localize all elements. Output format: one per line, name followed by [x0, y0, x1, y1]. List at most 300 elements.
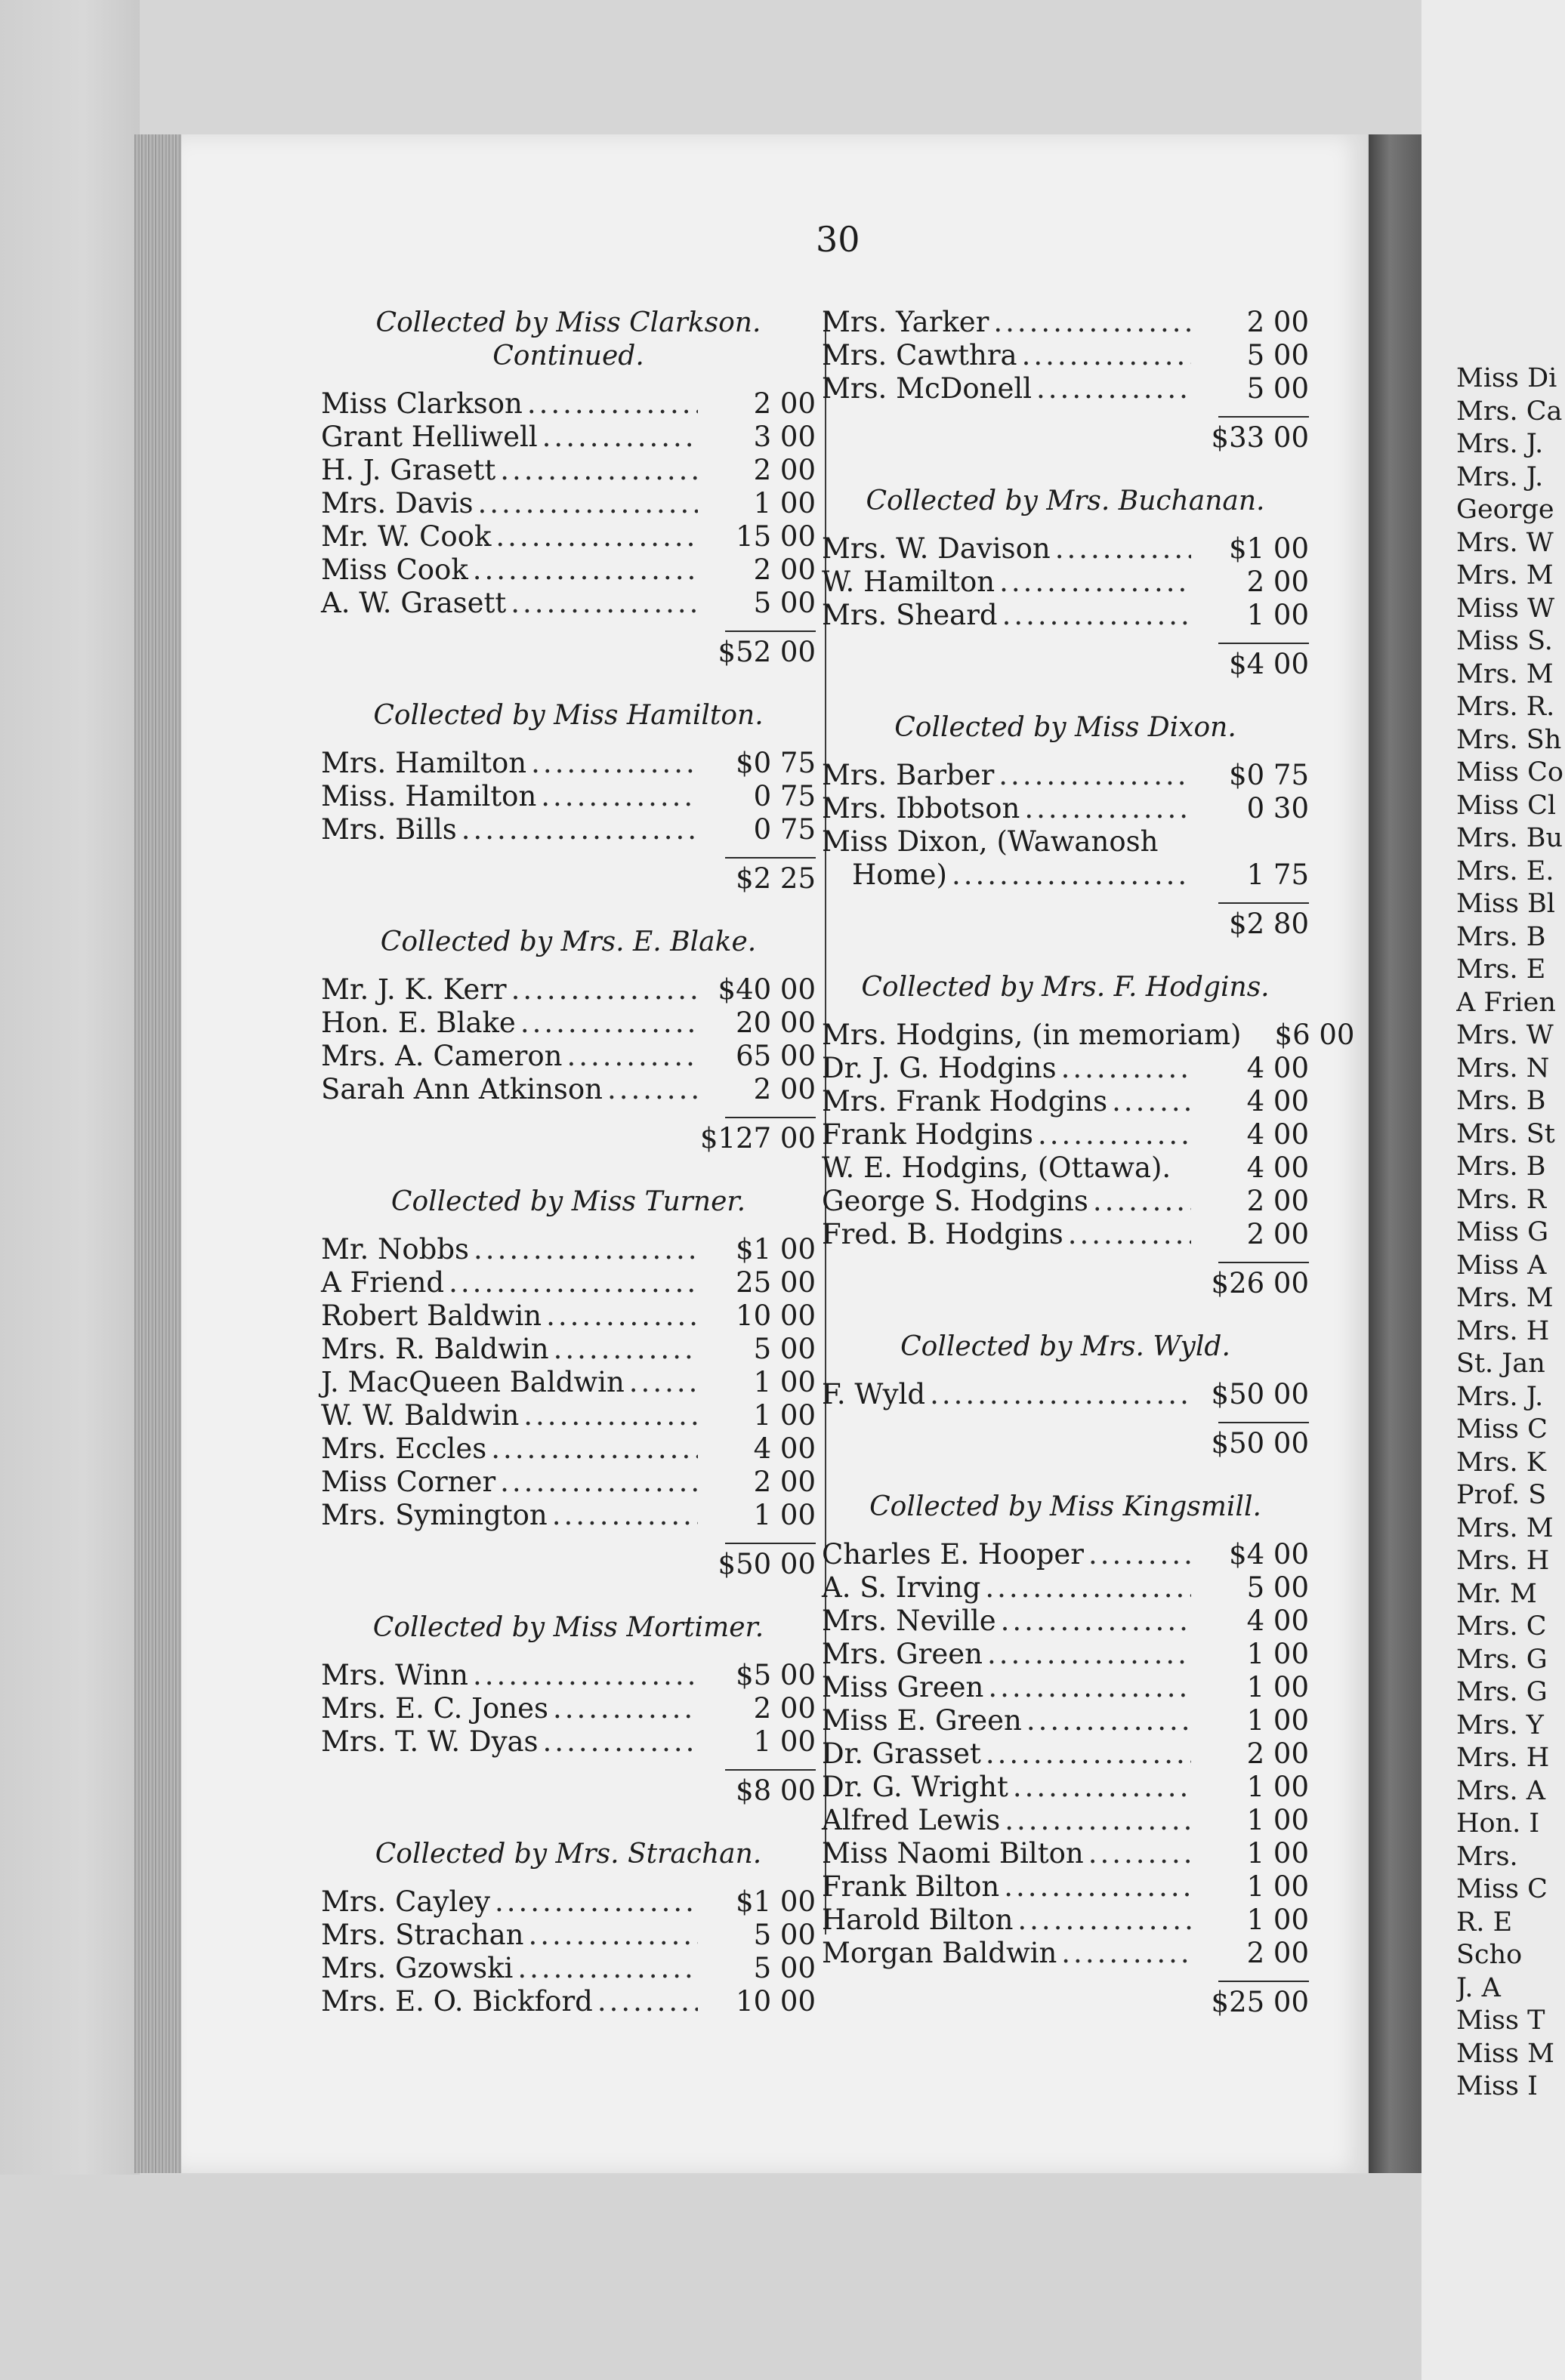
donor-name: Mrs. Hamilton [321, 747, 527, 779]
donor-name: Miss Clarkson [321, 387, 523, 420]
scan-bottom-margin [0, 2175, 1421, 2380]
donation-amount: 4 00 [1246, 1052, 1309, 1084]
collector-heading: Collected by Miss Hamilton. [373, 700, 764, 731]
donation-amount: 1 00 [753, 1399, 816, 1432]
donor-name: A. S. Irving [822, 1571, 981, 1604]
donor-row [822, 1704, 1309, 1737]
donation-amount: 1 00 [753, 487, 816, 519]
donation-amount: 1 00 [1246, 1837, 1309, 1870]
heading-spacer [822, 1524, 1309, 1538]
leader-dots [527, 387, 698, 421]
donation-amount: 0 75 [753, 780, 816, 812]
next-page-line: Mrs. St [1456, 1118, 1555, 1149]
section-spacer [321, 1811, 816, 1837]
collector-heading: Collected by Miss Clarkson. [375, 307, 761, 338]
donor-row [822, 1538, 1309, 1571]
next-page-line: St. Jan [1456, 1349, 1545, 1379]
donor-name: Mrs. Eccles [321, 1432, 487, 1465]
donor-row [822, 566, 1309, 599]
donation-amount: 2 00 [1246, 1185, 1309, 1217]
donation-amount: $6 00 [1274, 1019, 1355, 1051]
next-page-line: Mr. M [1456, 1578, 1537, 1609]
heading-spacer [822, 1005, 1309, 1019]
donor-row [822, 1605, 1309, 1638]
next-page-line: Mrs. Sh [1456, 724, 1562, 755]
leader-dots [495, 520, 698, 553]
donation-amount: 4 00 [1246, 1118, 1309, 1151]
donor-row [321, 1366, 816, 1399]
section-spacer [321, 899, 816, 925]
donor-row [321, 1919, 816, 1952]
leader-dots [999, 759, 1191, 792]
donor-name: Mrs. Ibbotson [822, 792, 1020, 825]
heading-spacer [822, 1364, 1309, 1378]
leader-dots [1002, 599, 1191, 632]
leader-dots [1013, 1771, 1191, 1804]
donation-amount: 3 00 [753, 421, 816, 453]
next-page-line: Mrs. A [1456, 1775, 1546, 1806]
donor-name: Miss. Hamilton [321, 780, 537, 812]
donor-row [321, 1299, 816, 1333]
next-page-line: Mrs. [1456, 1841, 1518, 1872]
collection-section [321, 673, 816, 899]
leader-dots [517, 1952, 698, 1985]
collector-heading: Collected by Mrs. Strachan. [375, 1839, 762, 1870]
leader-dots [1038, 1118, 1191, 1151]
leader-dots [987, 1638, 1191, 1671]
donor-row [321, 520, 816, 553]
leader-dots [1017, 1904, 1191, 1937]
donor-row [822, 1019, 1355, 1052]
leader-dots [449, 1266, 698, 1299]
donor-row [822, 859, 1309, 892]
donation-amount: 1 00 [1246, 1638, 1309, 1670]
donor-name: Mrs. Frank Hodgins [822, 1085, 1108, 1118]
donor-row [822, 339, 1309, 372]
leader-dots [566, 1040, 698, 1073]
donor-name: W. E. Hodgins, (Ottawa). [822, 1151, 1171, 1184]
heading-spacer [321, 374, 816, 387]
donor-row [321, 1499, 816, 1532]
next-page-line: Miss Co [1456, 757, 1563, 788]
leader-dots [511, 973, 698, 1007]
donation-amount: $1 00 [736, 1233, 816, 1266]
next-page-line: Mrs. K [1456, 1447, 1546, 1478]
leader-dots [543, 1725, 698, 1759]
donor-row [822, 1671, 1309, 1704]
donor-name: Mrs. E. C. Jones [321, 1692, 548, 1725]
collector-heading: Collected by Miss Kingsmill. [869, 1491, 1261, 1522]
next-page-line: Miss C [1456, 1874, 1548, 1904]
donor-name: Mrs. Hodgins, (in memoriam) [822, 1019, 1242, 1051]
next-page-line: Miss S. [1456, 626, 1553, 656]
donor-row [822, 599, 1309, 632]
donor-name: H. J. Grasett [321, 454, 496, 486]
collection-section [321, 1159, 816, 1585]
next-page-line: Miss Cl [1456, 790, 1557, 821]
leader-dots [553, 1692, 698, 1725]
next-page-line: Miss Bl [1456, 889, 1555, 919]
next-page-line: Mrs. M [1456, 560, 1554, 590]
donor-name: Mr. W. Cook [321, 520, 492, 553]
donor-name: Frank Hodgins [822, 1118, 1033, 1151]
donor-name: Miss Naomi Bilton [822, 1837, 1084, 1870]
donor-row [822, 1937, 1309, 1970]
donation-amount: 2 00 [1246, 1937, 1309, 1969]
leader-dots [1026, 1704, 1191, 1737]
donation-amount: $0 75 [1229, 759, 1309, 791]
leader-dots [1004, 1870, 1191, 1904]
section-spacer [321, 1159, 816, 1185]
donor-name: Mrs. Strachan [321, 1919, 524, 1951]
next-page-line: Mrs. J. [1456, 461, 1544, 492]
donor-name: Morgan Baldwin [822, 1937, 1057, 1969]
next-page-line: Mrs. E. [1456, 856, 1554, 886]
next-page-line: Scho [1456, 1940, 1523, 1970]
donation-amount: 1 00 [753, 1725, 816, 1758]
donor-row [822, 792, 1309, 825]
section-spacer [822, 945, 1309, 970]
leader-dots [491, 1432, 698, 1466]
next-page-line: Miss M [1456, 2038, 1554, 2069]
donor-row [321, 1985, 816, 2018]
collector-heading: Collected by Miss Mortimer. [372, 1612, 764, 1643]
donor-row [822, 1804, 1309, 1837]
heading-spacer [321, 1219, 816, 1233]
leader-dots [531, 747, 698, 780]
donation-amount: $50 00 [1211, 1378, 1309, 1410]
leader-dots [523, 1399, 698, 1432]
section-total: $52 00 [718, 636, 816, 668]
collector-heading: Collected by Mrs. E. Blake. [380, 926, 757, 957]
donor-name: Charles E. Hooper [822, 1538, 1084, 1571]
donor-row [822, 1118, 1309, 1151]
next-page-line: Miss C [1456, 1414, 1548, 1444]
donor-name: Mrs. A. Cameron [321, 1040, 563, 1072]
next-page-line: Mrs. G [1456, 1644, 1548, 1675]
donor-row [822, 825, 1309, 859]
donor-row [321, 1692, 816, 1725]
heading-spacer [321, 1645, 816, 1659]
donor-row [321, 454, 816, 487]
heading-spacer [321, 1872, 816, 1885]
donor-name: Mrs. Bills [321, 813, 457, 846]
leader-dots [554, 1333, 698, 1366]
leader-dots [1061, 1052, 1191, 1085]
donation-amount: 2 00 [1246, 566, 1309, 598]
next-page-line: George [1456, 495, 1554, 525]
leader-dots [542, 421, 698, 454]
donor-name: Miss E. Green [822, 1704, 1022, 1737]
donation-amount: 15 00 [736, 520, 816, 553]
leader-dots [1022, 339, 1191, 372]
donor-name: Mrs. Yarker [822, 306, 989, 338]
leader-dots [461, 813, 698, 846]
collection-section [822, 945, 1355, 1304]
collector-heading: Collected by Mrs. F. Hodgins. [861, 972, 1270, 1003]
donor-row [321, 973, 816, 1007]
donation-amount: 4 00 [1246, 1151, 1309, 1184]
donor-name: Mrs. Neville [822, 1605, 996, 1637]
next-page-line: Mrs. G [1456, 1677, 1548, 1707]
section-total: $25 00 [1211, 1986, 1309, 2018]
next-page-line: Mrs. H [1456, 1743, 1550, 1773]
collection-section [822, 1464, 1309, 2023]
leader-dots [597, 1985, 698, 2018]
leader-dots [1061, 1937, 1191, 1970]
donor-row [822, 1870, 1309, 1904]
section-total: $2 80 [1229, 908, 1309, 940]
next-page-text [1456, 362, 1565, 2104]
page-number: 30 [816, 219, 860, 260]
leader-dots [1036, 372, 1191, 405]
leader-dots [500, 1466, 698, 1499]
donor-name: A Friend [321, 1266, 445, 1299]
next-page-line: Hon. I [1456, 1808, 1540, 1839]
donation-amount: 4 00 [1246, 1605, 1309, 1637]
donation-amount: 20 00 [736, 1007, 816, 1039]
next-page-line: Mrs. B [1456, 1151, 1546, 1182]
next-page-line: Prof. S [1456, 1480, 1547, 1510]
donation-amount: 5 00 [753, 1952, 816, 1984]
donation-amount: 5 00 [753, 1919, 816, 1951]
donation-amount: $40 00 [718, 973, 816, 1006]
donor-row [822, 1771, 1309, 1804]
donation-amount: 2 00 [1246, 306, 1309, 338]
donor-row [822, 306, 1309, 339]
donor-name: W. W. Baldwin [321, 1399, 520, 1432]
section-spacer [822, 458, 1309, 484]
section-total: $33 00 [1211, 421, 1309, 454]
donor-name: Mrs. Cawthra [822, 339, 1017, 371]
donor-row [822, 1638, 1309, 1671]
donation-amount: 10 00 [736, 1299, 816, 1332]
book-gutter [1369, 134, 1421, 2173]
donor-row [321, 1432, 816, 1466]
donor-row [321, 813, 816, 846]
section-spacer [321, 673, 816, 698]
donation-amount: 1 00 [1246, 1904, 1309, 1936]
section-total: $8 00 [736, 1774, 816, 1807]
donor-name: George S. Hodgins [822, 1185, 1088, 1217]
leader-dots [541, 780, 698, 813]
donation-amount: 2 00 [753, 553, 816, 586]
donor-row [321, 1725, 816, 1759]
next-page-line: Mrs. B [1456, 1086, 1546, 1116]
next-page-line: Mrs. M [1456, 658, 1554, 689]
donor-name: Mrs. Cayley [321, 1885, 490, 1918]
collection-section [321, 1585, 816, 1811]
donation-amount: 2 00 [753, 454, 816, 486]
collection-section [822, 1304, 1309, 1464]
donor-row [822, 1737, 1309, 1771]
donation-amount: 4 00 [1246, 1085, 1309, 1118]
donation-amount: 2 00 [753, 1466, 816, 1498]
leader-dots [952, 859, 1191, 892]
donor-row [822, 759, 1309, 792]
donor-row [321, 1952, 816, 1985]
next-page-line: Mrs. H [1456, 1315, 1550, 1346]
donor-name: Mrs. Barber [822, 759, 995, 791]
donor-row [822, 1151, 1309, 1185]
scan-left-margin [0, 0, 140, 2380]
leader-dots [1068, 1218, 1191, 1251]
donor-row [822, 1837, 1309, 1870]
leader-dots [511, 587, 698, 620]
leader-dots [529, 1919, 699, 1952]
donation-amount: 1 75 [1246, 859, 1309, 891]
section-total: $50 00 [718, 1548, 816, 1580]
donation-amount: 5 00 [1246, 339, 1309, 371]
section-total: $127 00 [699, 1122, 816, 1155]
donor-name: W. Hamilton [822, 566, 995, 598]
donor-name: Mrs. T. W. Dyas [321, 1725, 539, 1758]
donation-amount: 0 75 [753, 813, 816, 846]
leader-dots [1088, 1538, 1191, 1571]
section-total: $26 00 [1211, 1267, 1309, 1299]
donor-name: Alfred Lewis [822, 1804, 1001, 1836]
donation-amount: 1 00 [1246, 1704, 1309, 1737]
donor-name: Miss Corner [321, 1466, 496, 1498]
donation-amount: 65 00 [736, 1040, 816, 1072]
donor-name: Mrs. Gzowski [321, 1952, 514, 1984]
section-total: $2 25 [736, 862, 816, 895]
donation-amount: 1 00 [1246, 1771, 1309, 1803]
collector-heading: Collected by Mrs. Buchanan. [866, 486, 1265, 516]
donation-amount: 25 00 [736, 1266, 816, 1299]
leader-dots [520, 1007, 698, 1040]
donor-row [321, 1233, 816, 1266]
leader-dots [1093, 1185, 1191, 1218]
donor-name: Mrs. Winn [321, 1659, 468, 1691]
donor-name: Frank Bilton [822, 1870, 1000, 1903]
donation-amount: 1 00 [753, 1499, 816, 1531]
donor-name: Harold Bilton [822, 1904, 1014, 1936]
donation-amount: 2 00 [1246, 1218, 1309, 1250]
heading-spacer [822, 519, 1309, 532]
donor-row [321, 421, 816, 454]
next-page-line: Mrs. B [1456, 921, 1546, 952]
leader-dots [474, 1233, 698, 1266]
section-spacer [321, 1585, 816, 1611]
donor-name: Dr. G. Wright [822, 1771, 1008, 1803]
donor-name: Miss Dixon, (Wawanosh [822, 825, 1159, 858]
donor-row [321, 780, 816, 813]
next-page-line: A Frien [1456, 987, 1556, 1018]
donation-amount: $0 75 [736, 747, 816, 779]
collection-section [822, 458, 1309, 685]
donation-amount: 5 00 [753, 1333, 816, 1365]
donor-name: Mrs. Davis [321, 487, 474, 519]
next-page-line: Miss G [1456, 1217, 1549, 1247]
donor-row [321, 387, 816, 421]
donor-row [822, 1378, 1309, 1411]
donation-amount: 5 00 [1246, 1571, 1309, 1604]
donor-name: Mrs. E. O. Bickford [321, 1985, 593, 2018]
donor-row [822, 1052, 1309, 1085]
donor-name: Dr. Grasset [822, 1737, 981, 1770]
left-column [321, 306, 816, 2018]
leader-dots [495, 1885, 698, 1919]
collector-heading: Collected by Miss Turner. [390, 1186, 746, 1217]
donor-name: Mrs. McDonell [822, 372, 1033, 405]
donation-amount: 1 00 [1246, 1804, 1309, 1836]
heading-spacer [321, 733, 816, 747]
next-page-line: Miss A [1456, 1250, 1547, 1281]
donor-name: Mrs. W. Davison [822, 532, 1051, 565]
next-page-line: Miss W [1456, 593, 1555, 624]
next-page-line: Mrs. C [1456, 1611, 1547, 1642]
donation-amount: 10 00 [736, 1985, 816, 2018]
right-column [822, 306, 1355, 2023]
donation-amount: 0 30 [1246, 792, 1309, 825]
heading-spacer [822, 745, 1309, 759]
next-page-line: Mrs. Ca [1456, 396, 1563, 427]
leader-dots [552, 1499, 698, 1532]
donor-row [321, 587, 816, 620]
next-page-line: Miss T [1456, 2005, 1545, 2036]
donation-amount: 2 00 [753, 1692, 816, 1725]
leader-dots [473, 553, 698, 587]
section-total: $4 00 [1229, 648, 1309, 680]
donor-name: Grant Helliwell [321, 421, 538, 453]
donor-row [321, 1073, 816, 1106]
leader-dots [1055, 532, 1191, 566]
donor-name: Robert Baldwin [321, 1299, 542, 1332]
donation-amount: 1 00 [1246, 1671, 1309, 1703]
leader-dots [546, 1299, 698, 1333]
donation-amount: $1 00 [1229, 532, 1309, 565]
leader-dots [986, 1737, 1191, 1771]
donor-row [321, 1659, 816, 1692]
leader-dots [629, 1366, 698, 1399]
leader-dots [1088, 1837, 1191, 1870]
donor-name: Mr. Nobbs [321, 1233, 470, 1266]
donor-name: Mrs. Green [822, 1638, 983, 1670]
leader-dots [1024, 792, 1191, 825]
next-page-line: R. E [1456, 1907, 1513, 1938]
donation-amount: 2 00 [753, 1073, 816, 1105]
collection-section [321, 899, 816, 1159]
donation-amount: 2 00 [1246, 1737, 1309, 1770]
donation-amount: $4 00 [1229, 1538, 1309, 1571]
donor-row [321, 1040, 816, 1073]
donation-amount: 5 00 [753, 587, 816, 619]
leader-dots [999, 566, 1191, 599]
donor-name: Home) [852, 859, 947, 891]
next-page-line: Mrs. W [1456, 527, 1554, 558]
donor-row [321, 747, 816, 780]
next-page-line: Mrs. J. [1456, 1381, 1544, 1412]
leader-dots [1112, 1085, 1191, 1118]
donor-row [321, 1466, 816, 1499]
section-total: $50 00 [1211, 1427, 1309, 1460]
donor-row [822, 1085, 1309, 1118]
next-page-line: Mrs. E [1456, 954, 1546, 985]
collector-heading: Collected by Mrs. Wyld. [900, 1331, 1230, 1362]
donor-row [822, 1571, 1309, 1605]
leader-dots [473, 1659, 698, 1692]
donation-amount: 4 00 [753, 1432, 816, 1465]
donor-row [822, 532, 1309, 566]
donor-name: Miss Green [822, 1671, 984, 1703]
donor-row [321, 1399, 816, 1432]
donor-row [321, 1266, 816, 1299]
donor-row [822, 1904, 1309, 1937]
donor-name: Sarah Ann Atkinson [321, 1073, 603, 1105]
donor-row [321, 1333, 816, 1366]
next-page-line: Mrs. H [1456, 1546, 1550, 1576]
